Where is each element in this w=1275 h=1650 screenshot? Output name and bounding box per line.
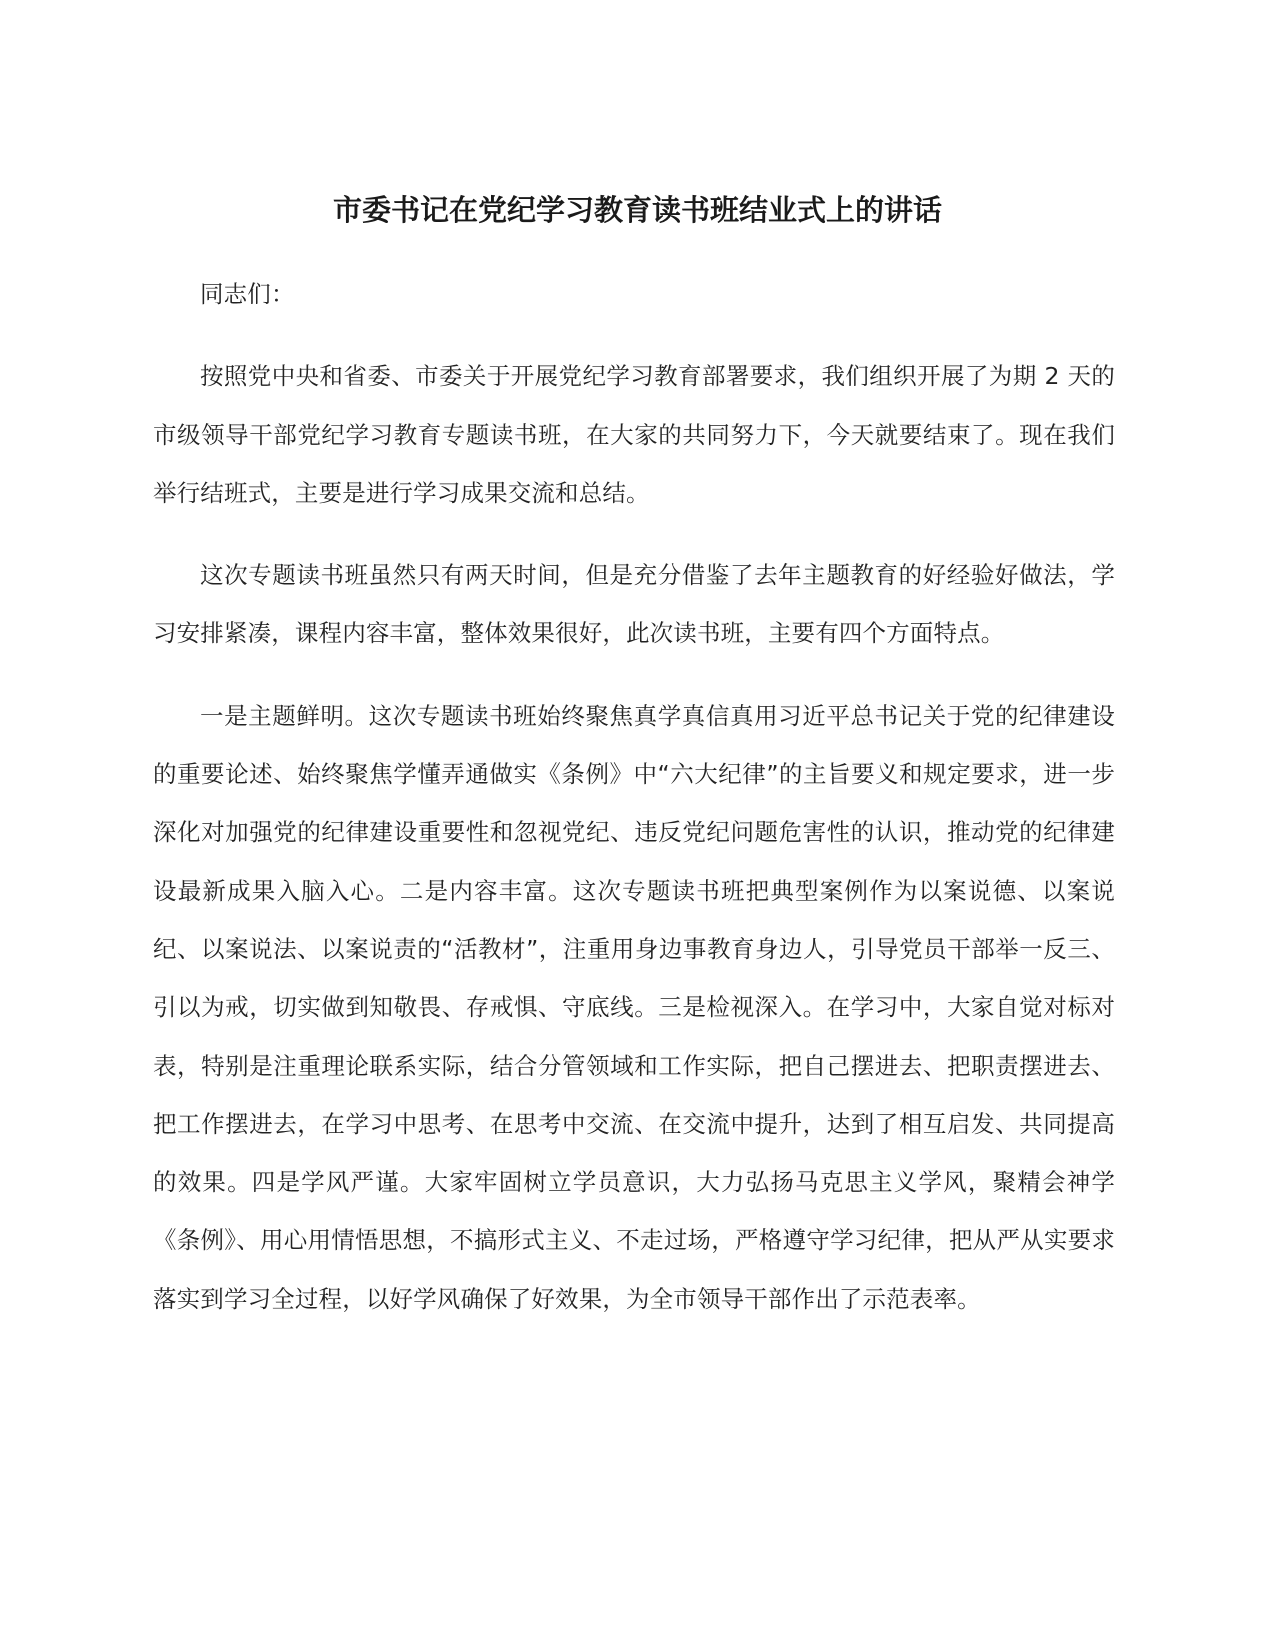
- document-title: 市委书记在党纪学习教育读书班结业式上的讲话: [332, 193, 942, 227]
- salutation: 同志们：: [200, 280, 295, 308]
- document-body: [153, 265, 1115, 1352]
- paragraph-intro: 按照党中央和省委、市委关于开展党纪学习教育部署要求，我们组织开展了为期 2 天的市级领导干部党纪学习教育专题读书班，在大家的共同努力下，今天就要结束了。现在我们举行结班式，主要是进行学习成果交流和总结。: [153, 362, 1115, 507]
- paragraph-overview: 这次专题读书班虽然只有两天时间，但是充分借鉴了去年主题教育的好经验好做法，学习安排紧凑，课程内容丰富，整体效果很好，此次读书班，主要有四个方面特点。: [153, 561, 1115, 648]
- paragraph-features: 一是主题鲜明。这次专题读书班始终聚焦真学真信真用习近平总书记关于党的纪律建设的重要论述、始终聚焦学懂弄通做实《条例》中“六大纪律”的主旨要义和规定要求，进一步深化对加强党的纪律建设重要性和忽视党纪、违反党纪问题危害性的认识，推动党的纪律建设最新成果入脑入心。二是内容丰富。这次专题读书班把典型案例作为以案说德、以案说纪、以案说法、以案说责的“活教材”，注重用身边事教育身边人，引导党员干部举一反三、引以为戒，切实做到知敬畏、存戒惧、守底线。三是检视深入。在学习中，大家自觉对标对表，特别是注重理论联系实际，结合分管领域和工作实际，把自己摆进去、把职责摆进去、把工作摆进去，在学习中思考、在思考中交流、在交流中提升，达到了相互启发、共同提高的效果。四是学风严谨。大家牢固树立学员意识，大力弘扬马克思主义学风，聚精会神学《条例》、用心用情悟思想，不搞形式主义、不走过场，严格遵守学习纪律，把从严从实要求落实到学习全过程，以好学风确保了好效果，为全市领导干部作出了示范表率。: [153, 701, 1115, 1313]
